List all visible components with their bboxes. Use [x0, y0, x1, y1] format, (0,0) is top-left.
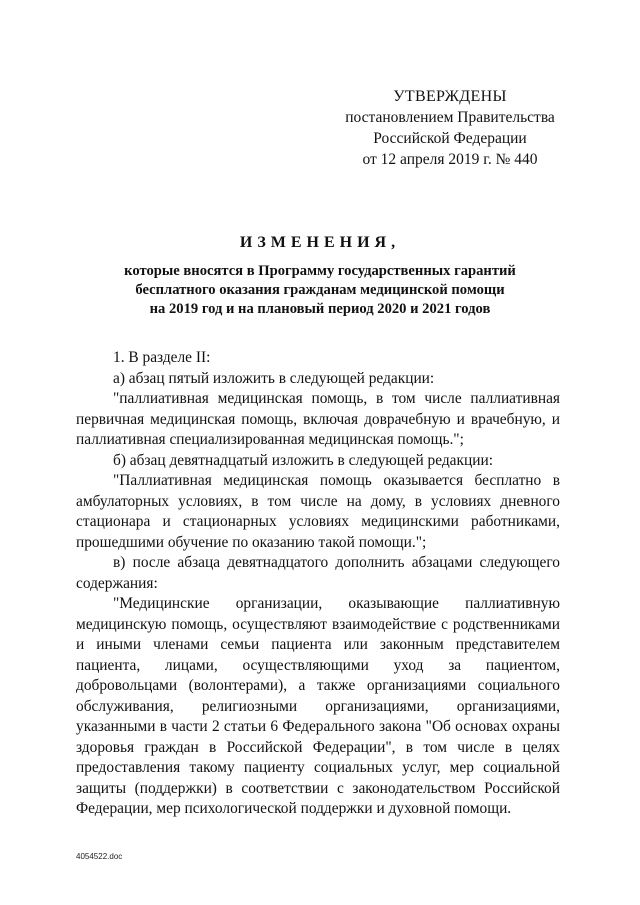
approval-title: УТВЕРЖДЕНЫ: [393, 88, 507, 105]
paragraph-item-b: б) абзац девятнадцатый изложить в следующей редакции:: [113, 451, 493, 469]
approval-block: [300, 86, 600, 170]
subtitle-line-2: бесплатного оказания гражданам медицинской помощи: [135, 282, 505, 298]
subtitle-line-1: которые вносятся в Программу государственных гарантий: [124, 263, 516, 279]
approval-line-1: постановлением Правительства: [345, 109, 555, 126]
paragraph-quote-c: "Медицинские организации, оказывающие паллиативную медицинскую помощь, осуществляют взаимодействие с родственниками и иными членами семьи пациента или законным представителем пациента, лицами, осуществляющими уход за пациентом, добровольцами (волонтерами), а также организациями социального обслуживания, религиозными организациями, организациями, указанными в части 2 статьи 6 Федерального закона "Об основах охраны здоровья граждан в Российской Федерации", в том числе в целях предоставления такому пациенту социальных услуг, мер социальной защиты (поддержки) в соответствии с законодательством Российской Федерации, мер психологической поддержки и духовной помощи.: [76, 595, 560, 817]
paragraph-quote-a: "паллиативная медицинская помощь, в том числе паллиативная первичная медицинская помощь, включая доврачебную и врачебную, и паллиативная специализированная медицинская помощь.";: [76, 390, 560, 448]
paragraph-section-heading: 1. В разделе II:: [113, 349, 211, 366]
paragraph-item-c: в) после абзаца девятнадцатого дополнить абзацами следующего содержания:: [76, 554, 560, 592]
paragraph-quote-b: "Паллиативная медицинская помощь оказывается бесплатно в амбулаторных условиях, в том числе на дому, в условиях дневного стационара и стационарных условиях медицинскими работниками, прошедшими обучение по оказанию такой помощи.";: [76, 472, 560, 551]
footer-file-code: 4054522.doc: [76, 852, 123, 861]
document-subtitle: [70, 262, 570, 319]
document-heading: ИЗМЕНЕНИЯ,: [239, 234, 401, 251]
approval-line-2: Российской Федерации: [373, 130, 527, 147]
approval-line-3: от 12 апреля 2019 г. № 440: [362, 151, 538, 168]
paragraph-item-a: а) абзац пятый изложить в следующей редакции:: [113, 369, 435, 387]
subtitle-line-3: на 2019 год и на плановый период 2020 и 2021 годов: [149, 301, 491, 317]
document-body: [76, 348, 560, 820]
